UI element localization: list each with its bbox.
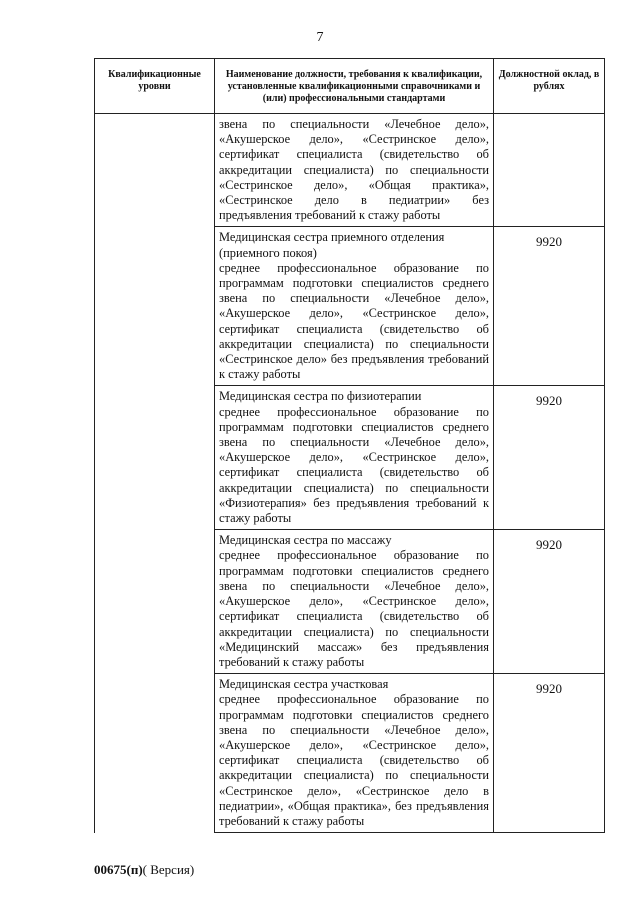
position-cell [215,530,494,674]
salary-cell [494,386,605,530]
requirements-text: звена по специальности «Лечебное дело», «Акушерское дело», «Сестринское дело», сертификат специалиста (свидетельство об аккредитации специалиста) по специальности «Сестринское дело», «Общая практика», «Сестринское дело в педиатрии» без предъявления требований к стажу работы [219,117,489,223]
position-title: Медицинская сестра участковая [219,677,389,692]
position-cell [215,386,494,530]
salary-cell [494,674,605,833]
salary-cell [494,530,605,674]
position-cell [215,114,494,227]
header-salary: Должностной оклад, в рублях [494,59,605,114]
page-number: 7 [316,30,324,45]
salary-value: 9920 [536,537,562,553]
position-cell [215,674,494,833]
table-header-row [95,59,605,114]
position-title: Медицинская сестра по массажу [219,533,392,548]
salary-value: 9920 [536,681,562,697]
requirements-text: среднее профессиональное образование по программам подготовки специалистов среднего звена по специальности «Лечебное дело», «Акушерское дело», «Сестринское дело», сертификат специалиста (свидетельство об аккредитации специалиста) по специальности «Медицинский массаж» без предъявления требований к стажу работы [219,548,489,669]
header-qualification-levels: Квалификационные уровни [95,59,215,114]
salary-value: 9920 [536,393,562,409]
position-title: Медицинская сестра приемного отделения (приемного покоя) [219,230,445,260]
position-cell [215,227,494,386]
requirements-text: среднее профессиональное образование по программам подготовки специалистов среднего звена по специальности «Лечебное дело», «Акушерское дело», «Сестринское дело», сертификат специалиста (свидетельство об аккредитации специалиста) по специальности «Физиотерапия» без предъявления требований к стажу работы [219,404,489,526]
table-row [95,114,605,227]
salary-value [494,114,604,121]
requirements-text: среднее профессиональное образование по программам подготовки специалистов среднего звена по специальности «Лечебное дело», «Акушерское дело», «Сестринское дело», сертификат специалиста (свидетельство об аккредитации специалиста) по специальности «Сестринское дело», «Сестринское дело в педиатрии», «Общая практика», без предъявления требований к стажу работы [219,692,489,828]
document-version-label: ( Версия) [142,862,195,877]
salary-cell [494,114,605,227]
level-cell [95,114,215,833]
document-code [94,862,194,878]
position-title: Медицинская сестра по физиотерапии [219,389,422,404]
document-code-number: 00675(п) [94,862,143,877]
salary-value: 9920 [536,234,562,250]
salary-cell [494,227,605,386]
requirements-text: среднее профессиональное образование по программам подготовки специалистов среднего звена по специальности «Лечебное дело», «Акушерское дело», «Сестринское дело», сертификат специалиста (свидетельство об аккредитации специалиста) по специальности «Сестринское дело» без предъявления требований к стажу работы [219,260,489,382]
header-position-requirements: Наименование должности, требования к квалификации, установленные квалификационными справочниками и (или) профессиональными стандартами [215,59,494,114]
qualification-table [94,58,605,833]
